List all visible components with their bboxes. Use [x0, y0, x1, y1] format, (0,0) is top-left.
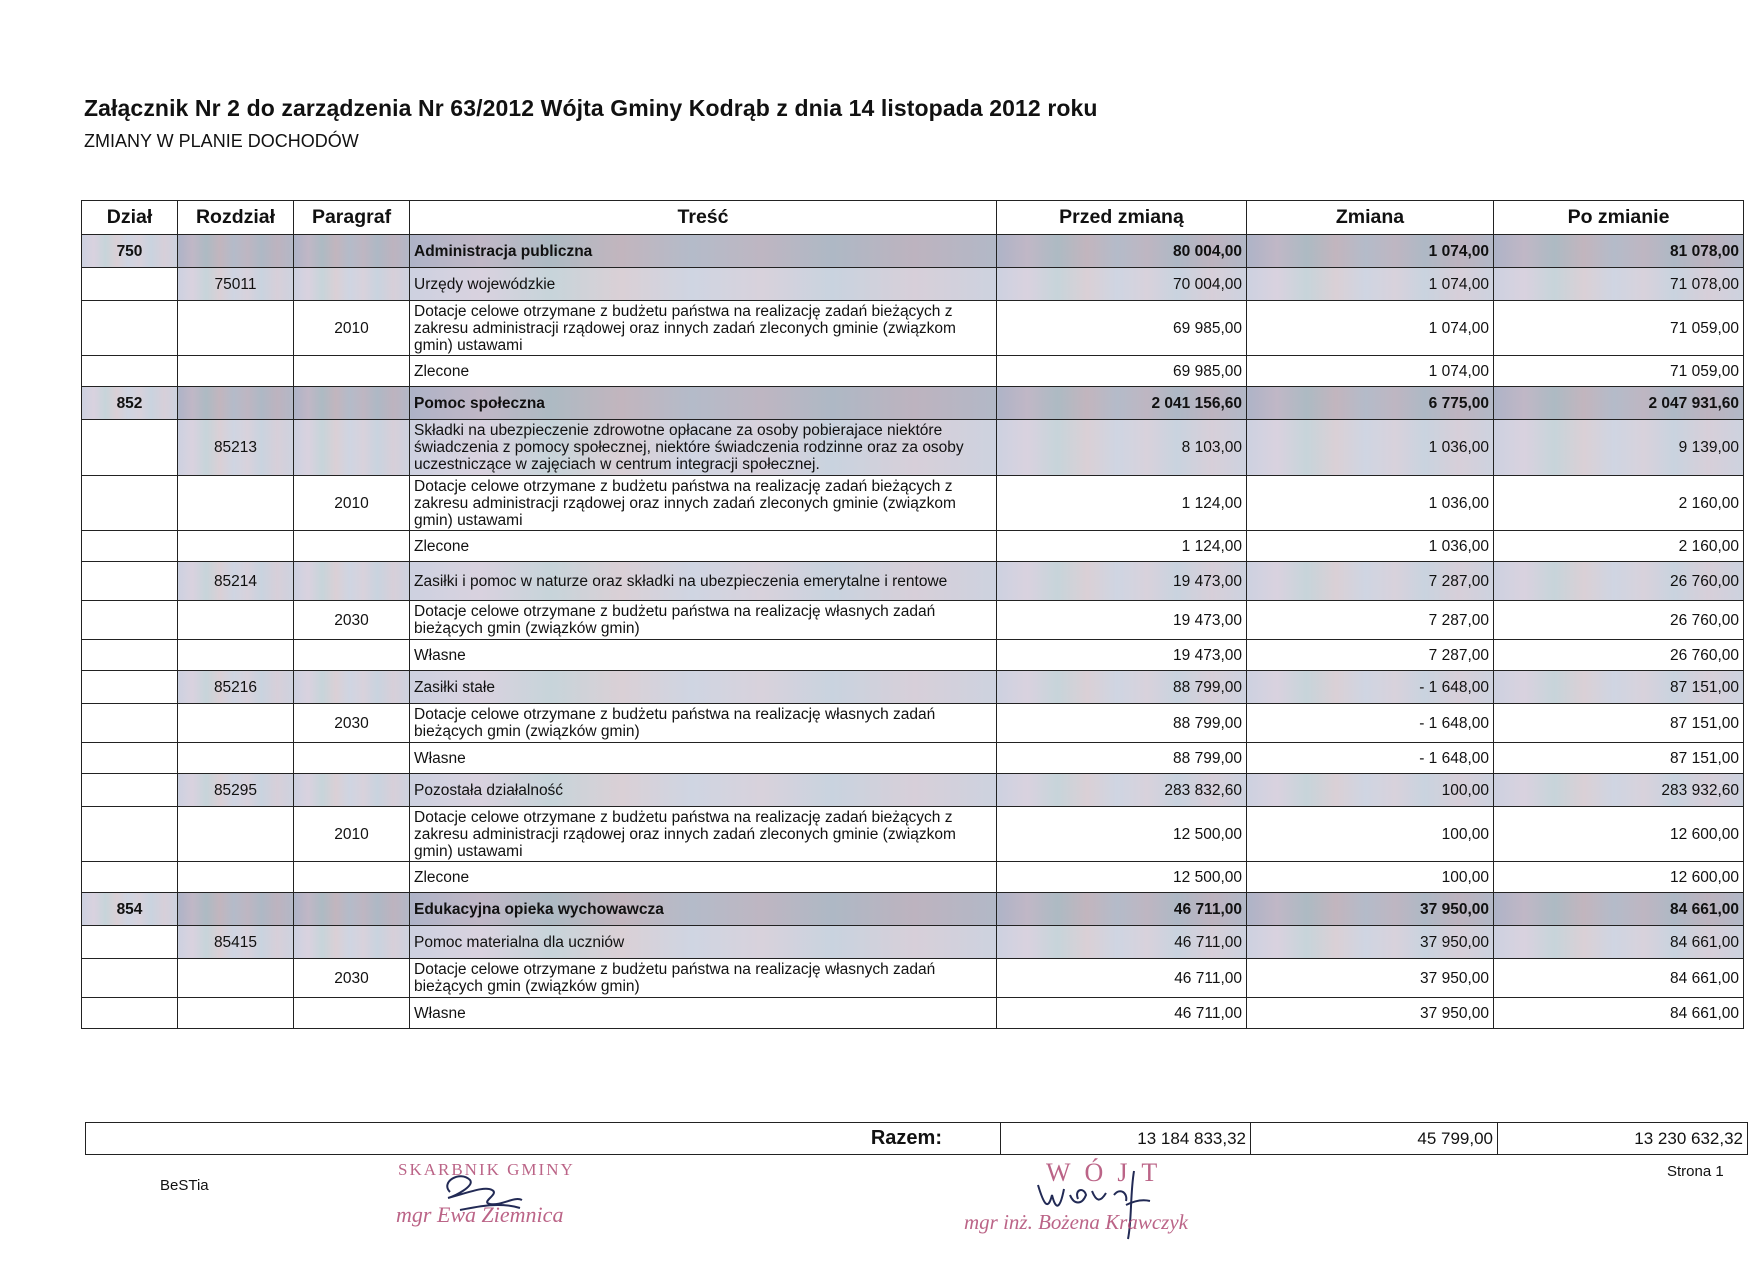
cell-paragraf	[294, 356, 410, 387]
cell-tresc: Zlecone	[410, 862, 997, 893]
cell-rozdzial	[178, 959, 294, 998]
cell-paragraf	[294, 640, 410, 671]
cell-dzial	[82, 998, 178, 1029]
cell-tresc: Zlecone	[410, 531, 997, 562]
cell-po-zmianie: 26 760,00	[1494, 640, 1744, 671]
cell-przed-zmiana: 46 711,00	[997, 893, 1247, 926]
table-row	[82, 387, 1744, 420]
cell-po-zmianie: 283 932,60	[1494, 774, 1744, 807]
table-row	[82, 743, 1744, 774]
cell-rozdzial	[178, 807, 294, 862]
cell-dzial	[82, 356, 178, 387]
cell-tresc: Urzędy wojewódzkie	[410, 268, 997, 301]
cell-po-zmianie: 84 661,00	[1494, 926, 1744, 959]
cell-dzial	[82, 601, 178, 640]
cell-dzial	[82, 301, 178, 356]
income-changes-table	[81, 200, 1744, 1029]
cell-dzial: 750	[82, 235, 178, 268]
cell-po-zmianie: 12 600,00	[1494, 862, 1744, 893]
col-header-zmiana: Zmiana	[1247, 201, 1494, 235]
cell-przed-zmiana: 283 832,60	[997, 774, 1247, 807]
cell-po-zmianie: 2 160,00	[1494, 531, 1744, 562]
table-row	[82, 356, 1744, 387]
cell-zmiana: 1 074,00	[1247, 235, 1494, 268]
cell-rozdzial: 85216	[178, 671, 294, 704]
cell-zmiana: 1 074,00	[1247, 268, 1494, 301]
cell-paragraf	[294, 562, 410, 601]
cell-zmiana: - 1 648,00	[1247, 704, 1494, 743]
table-row	[82, 807, 1744, 862]
table-row	[82, 704, 1744, 743]
cell-tresc: Zasiłki stałe	[410, 671, 997, 704]
cell-dzial	[82, 959, 178, 998]
cell-paragraf	[294, 420, 410, 476]
cell-zmiana: 6 775,00	[1247, 387, 1494, 420]
cell-dzial	[82, 562, 178, 601]
cell-rozdzial: 75011	[178, 268, 294, 301]
cell-dzial	[82, 476, 178, 531]
cell-zmiana: 37 950,00	[1247, 998, 1494, 1029]
cell-tresc: Dotacje celowe otrzymane z budżetu państwa na realizację zadań bieżących z zakresu administracji rządowej oraz innych zadań zleconych gminie (związkom gmin) ustawami	[410, 476, 997, 531]
table-row	[82, 998, 1744, 1029]
cell-po-zmianie: 84 661,00	[1494, 959, 1744, 998]
table-row	[82, 893, 1744, 926]
cell-przed-zmiana: 88 799,00	[997, 743, 1247, 774]
cell-po-zmianie: 2 047 931,60	[1494, 387, 1744, 420]
table-row	[82, 301, 1744, 356]
cell-rozdzial	[178, 704, 294, 743]
wojt-stamp-title: WÓJT	[1046, 1158, 1172, 1187]
cell-przed-zmiana: 1 124,00	[997, 531, 1247, 562]
cell-paragraf	[294, 387, 410, 420]
cell-przed-zmiana: 8 103,00	[997, 420, 1247, 476]
table-row	[82, 774, 1744, 807]
cell-po-zmianie: 87 151,00	[1494, 743, 1744, 774]
cell-tresc: Dotacje celowe otrzymane z budżetu państwa na realizację własnych zadań bieżących gmin (związków gmin)	[410, 601, 997, 640]
cell-przed-zmiana: 46 711,00	[997, 926, 1247, 959]
cell-tresc: Dotacje celowe otrzymane z budżetu państwa na realizację zadań bieżących z zakresu administracji rządowej oraz innych zadań zleconych gminie (związkom gmin) ustawami	[410, 807, 997, 862]
table-row	[82, 420, 1744, 476]
cell-paragraf	[294, 743, 410, 774]
cell-tresc: Pozostała działalność	[410, 774, 997, 807]
cell-tresc: Własne	[410, 640, 997, 671]
cell-zmiana: 37 950,00	[1247, 893, 1494, 926]
table-row	[82, 601, 1744, 640]
table-row	[82, 562, 1744, 601]
cell-przed-zmiana: 88 799,00	[997, 671, 1247, 704]
cell-po-zmianie: 81 078,00	[1494, 235, 1744, 268]
cell-przed-zmiana: 80 004,00	[997, 235, 1247, 268]
cell-po-zmianie: 84 661,00	[1494, 998, 1744, 1029]
cell-przed-zmiana: 12 500,00	[997, 862, 1247, 893]
cell-przed-zmiana: 2 041 156,60	[997, 387, 1247, 420]
cell-tresc: Własne	[410, 743, 997, 774]
cell-paragraf	[294, 268, 410, 301]
cell-po-zmianie: 84 661,00	[1494, 893, 1744, 926]
cell-dzial	[82, 743, 178, 774]
cell-tresc: Składki na ubezpieczenie zdrowotne opłacane za osoby pobierajace niektóre świadczenia z pomocy społecznej, niektóre świadczenia rodzinne oraz za osoby uczestniczące w zajęciach w centrum integracji społecznej.	[410, 420, 997, 476]
cell-zmiana: 1 036,00	[1247, 531, 1494, 562]
cell-po-zmianie: 71 078,00	[1494, 268, 1744, 301]
cell-po-zmianie: 12 600,00	[1494, 807, 1744, 862]
cell-tresc: Zlecone	[410, 356, 997, 387]
total-przed: 13 184 833,32	[1001, 1123, 1251, 1155]
table-row	[82, 959, 1744, 998]
cell-tresc: Administracja publiczna	[410, 235, 997, 268]
cell-paragraf: 2030	[294, 704, 410, 743]
table-row	[82, 671, 1744, 704]
cell-zmiana: 100,00	[1247, 862, 1494, 893]
cell-tresc: Własne	[410, 998, 997, 1029]
table-header-row	[82, 201, 1744, 235]
cell-rozdzial	[178, 893, 294, 926]
cell-rozdzial	[178, 640, 294, 671]
cell-dzial	[82, 640, 178, 671]
cell-dzial: 852	[82, 387, 178, 420]
cell-po-zmianie: 71 059,00	[1494, 356, 1744, 387]
col-header-przed-zmiana: Przed zmianą	[997, 201, 1247, 235]
cell-tresc: Dotacje celowe otrzymane z budżetu państwa na realizację własnych zadań bieżących gmin (związków gmin)	[410, 959, 997, 998]
cell-rozdzial	[178, 235, 294, 268]
cell-dzial	[82, 531, 178, 562]
cell-rozdzial	[178, 476, 294, 531]
cell-zmiana: 1 074,00	[1247, 356, 1494, 387]
cell-po-zmianie: 2 160,00	[1494, 476, 1744, 531]
cell-tresc: Pomoc społeczna	[410, 387, 997, 420]
cell-przed-zmiana: 88 799,00	[997, 704, 1247, 743]
cell-rozdzial: 85213	[178, 420, 294, 476]
table-row	[82, 862, 1744, 893]
table-row	[82, 268, 1744, 301]
wojt-stamp-name: mgr inż. Bożena Krawczyk	[964, 1210, 1188, 1234]
cell-zmiana: 7 287,00	[1247, 601, 1494, 640]
cell-zmiana: - 1 648,00	[1247, 671, 1494, 704]
skarbnik-stamp-name: mgr Ewa Ziemnica	[396, 1202, 564, 1227]
cell-tresc: Zasiłki i pomoc w naturze oraz składki na ubezpieczenia emerytalne i rentowe	[410, 562, 997, 601]
cell-zmiana: 7 287,00	[1247, 562, 1494, 601]
table-row	[82, 235, 1744, 268]
cell-po-zmianie: 87 151,00	[1494, 671, 1744, 704]
cell-paragraf	[294, 531, 410, 562]
cell-paragraf: 2030	[294, 959, 410, 998]
cell-tresc: Pomoc materialna dla uczniów	[410, 926, 997, 959]
cell-przed-zmiana: 1 124,00	[997, 476, 1247, 531]
skarbnik-stamp-title: SKARBNIK GMINY	[398, 1160, 575, 1179]
cell-zmiana: 1 074,00	[1247, 301, 1494, 356]
cell-rozdzial	[178, 387, 294, 420]
cell-rozdzial: 85415	[178, 926, 294, 959]
table-body	[82, 235, 1744, 1029]
cell-przed-zmiana: 19 473,00	[997, 601, 1247, 640]
cell-zmiana: 1 036,00	[1247, 420, 1494, 476]
cell-zmiana: - 1 648,00	[1247, 743, 1494, 774]
cell-paragraf: 2010	[294, 476, 410, 531]
total-zmiana: 45 799,00	[1251, 1123, 1498, 1155]
table-row	[82, 640, 1744, 671]
cell-rozdzial	[178, 356, 294, 387]
cell-przed-zmiana: 69 985,00	[997, 301, 1247, 356]
cell-dzial	[82, 774, 178, 807]
cell-dzial	[82, 862, 178, 893]
cell-tresc: Dotacje celowe otrzymane z budżetu państwa na realizację zadań bieżących z zakresu administracji rządowej oraz innych zadań zleconych gminie (związkom gmin) ustawami	[410, 301, 997, 356]
total-po: 13 230 632,32	[1498, 1123, 1748, 1155]
total-table	[85, 1122, 1748, 1155]
cell-paragraf	[294, 862, 410, 893]
cell-zmiana: 37 950,00	[1247, 926, 1494, 959]
footer-software: BeSTia	[160, 1177, 209, 1194]
cell-przed-zmiana: 12 500,00	[997, 807, 1247, 862]
col-header-paragraf: Paragraf	[294, 201, 410, 235]
cell-zmiana: 7 287,00	[1247, 640, 1494, 671]
cell-rozdzial	[178, 743, 294, 774]
cell-zmiana: 1 036,00	[1247, 476, 1494, 531]
cell-dzial: 854	[82, 893, 178, 926]
cell-rozdzial: 85295	[178, 774, 294, 807]
cell-przed-zmiana: 19 473,00	[997, 640, 1247, 671]
cell-rozdzial: 85214	[178, 562, 294, 601]
cell-paragraf	[294, 926, 410, 959]
cell-dzial	[82, 704, 178, 743]
cell-zmiana: 37 950,00	[1247, 959, 1494, 998]
cell-przed-zmiana: 46 711,00	[997, 998, 1247, 1029]
cell-tresc: Edukacyjna opieka wychowawcza	[410, 893, 997, 926]
col-header-po-zmianie: Po zmianie	[1494, 201, 1744, 235]
cell-paragraf	[294, 893, 410, 926]
total-label: Razem:	[86, 1123, 1001, 1155]
cell-paragraf: 2030	[294, 601, 410, 640]
table-row	[82, 926, 1744, 959]
cell-paragraf	[294, 235, 410, 268]
table-row	[82, 531, 1744, 562]
cell-dzial	[82, 268, 178, 301]
cell-po-zmianie: 9 139,00	[1494, 420, 1744, 476]
cell-rozdzial	[178, 301, 294, 356]
cell-rozdzial	[178, 998, 294, 1029]
cell-zmiana: 100,00	[1247, 774, 1494, 807]
page-title: Załącznik Nr 2 do zarządzenia Nr 63/2012 Wójta Gminy Kodrąb z dnia 14 listopada 2012 roku	[84, 95, 1098, 121]
cell-przed-zmiana: 70 004,00	[997, 268, 1247, 301]
cell-przed-zmiana: 69 985,00	[997, 356, 1247, 387]
cell-dzial	[82, 420, 178, 476]
cell-rozdzial	[178, 601, 294, 640]
cell-dzial	[82, 807, 178, 862]
cell-po-zmianie: 71 059,00	[1494, 301, 1744, 356]
cell-paragraf	[294, 671, 410, 704]
cell-rozdzial	[178, 862, 294, 893]
table-row	[82, 476, 1744, 531]
cell-dzial	[82, 671, 178, 704]
cell-rozdzial	[178, 531, 294, 562]
cell-paragraf	[294, 774, 410, 807]
total-row	[86, 1123, 1748, 1155]
footer-page-number: Strona 1	[1667, 1163, 1724, 1180]
cell-paragraf: 2010	[294, 301, 410, 356]
cell-zmiana: 100,00	[1247, 807, 1494, 862]
cell-po-zmianie: 26 760,00	[1494, 562, 1744, 601]
col-header-dzial: Dział	[82, 201, 178, 235]
col-header-rozdzial: Rozdział	[178, 201, 294, 235]
cell-przed-zmiana: 46 711,00	[997, 959, 1247, 998]
cell-przed-zmiana: 19 473,00	[997, 562, 1247, 601]
cell-dzial	[82, 926, 178, 959]
page-subtitle: ZMIANY W PLANIE DOCHODÓW	[84, 131, 359, 151]
cell-po-zmianie: 26 760,00	[1494, 601, 1744, 640]
col-header-tresc: Treść	[410, 201, 997, 235]
cell-paragraf: 2010	[294, 807, 410, 862]
cell-paragraf	[294, 998, 410, 1029]
cell-tresc: Dotacje celowe otrzymane z budżetu państwa na realizację własnych zadań bieżących gmin (związków gmin)	[410, 704, 997, 743]
cell-po-zmianie: 87 151,00	[1494, 704, 1744, 743]
